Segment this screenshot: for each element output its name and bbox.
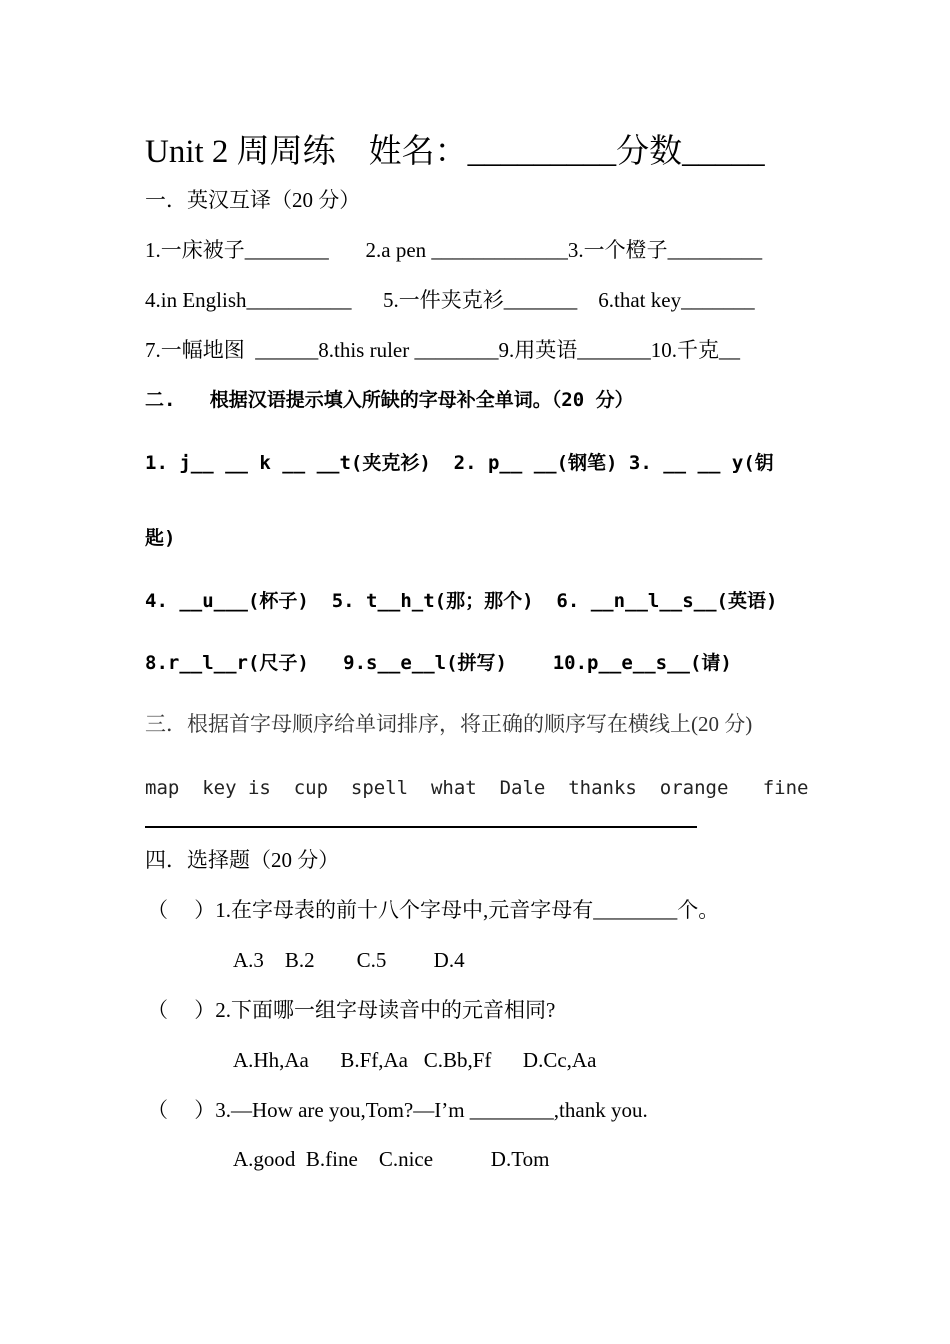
section-2-row-2: 4. __u___(杯子) 5. t__h_t(那；那个) 6. __n__l__s__(英语) [145,590,778,612]
section-2-row-3: 8.r__l__r(尺子) 9.s__e__l(拼写) 10.p__e__s__(请) [145,652,732,674]
question-2-options: A.Hh,Aa B.Ff,Aa C.Bb,Ff D.Cc,Aa [233,1048,597,1072]
question-2: （ ）2.下面哪一组字母读音中的元音相同? [147,998,556,1022]
section-2-row-1-continued: 匙) [145,527,176,549]
section-2-heading: 二. 根据汉语提示填入所缺的字母补全单词。（20 分） [145,389,634,411]
section-1-row-3: 7.一幅地图 ______8.this ruler ________9.用英语_______10.千克__ [145,338,740,362]
question-1: （ ）1.在字母表的前十八个字母中,元音字母有________个。 [147,898,720,922]
answer-line [145,826,697,828]
question-3: （ ）3.—How are you,Tom?—I’m ________,thank you. [147,1098,648,1122]
section-3-heading: 三．根据首字母顺序给单词排序，将正确的顺序写在横线上(20 分) [145,712,753,736]
section-3-word-list: map key is cup spell what Dale thanks orange fine [145,777,809,799]
section-4-heading: 四．选择题（20 分） [145,848,340,872]
question-1-options: A.3 B.2 C.5 D.4 [233,948,465,972]
question-3-options: A.good B.fine C.nice D.Tom [233,1147,550,1171]
section-1-row-1: 1.一床被子________ 2.a pen _____________3.一个橙子_________ [145,238,763,262]
section-1-row-2: 4.in English__________ 5.一件夹克衫_______ 6.that key_______ [145,288,755,312]
section-2-row-1: 1. j__ __ k __ __t(夹克衫) 2. p__ __(钢笔) 3. __ __ y(钥 [145,452,774,474]
section-1-heading: 一．英汉互译（20 分） [145,188,361,212]
page-title: Unit 2 周周练 姓名：_________分数_____ [145,134,765,170]
